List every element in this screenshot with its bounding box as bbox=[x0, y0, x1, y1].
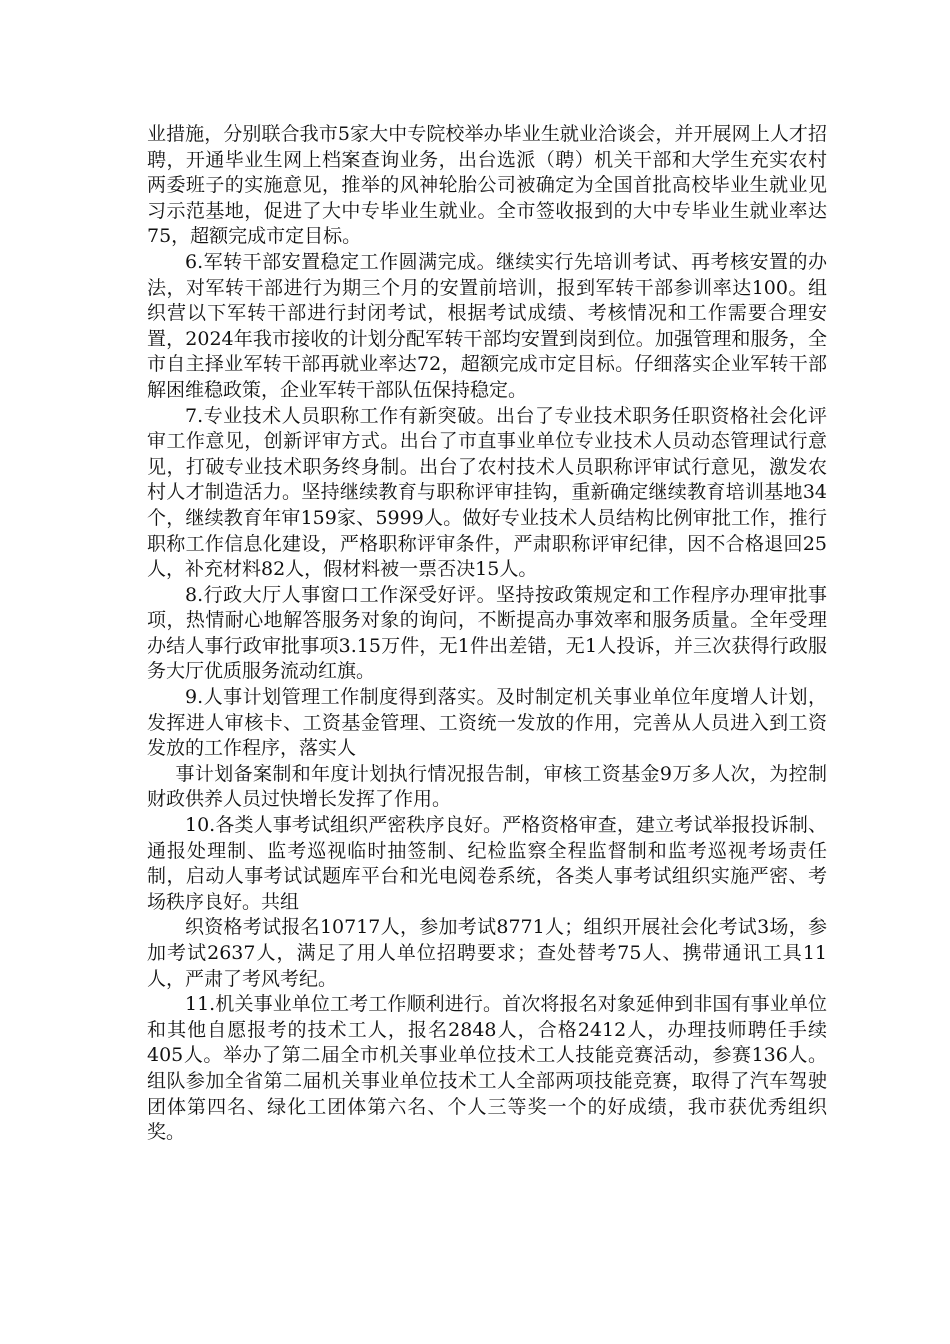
paragraph: 11.机关事业单位工考工作顺利进行。首次将报名对象延伸到非国有事业单位和其他自愿报考的技术工人，报名2848人，合格2412人，办理技师聘任手续405人。举办了第二届全市机关事业单位技术工人技能竞赛活动，参赛136人。组队参加全省第二届机关事业单位技术工人全部两项技能竞赛，取得了汽车驾驶团体第四名、绿化工团体第六名、个人三等奖一个的好成绩，我市获优秀组织奖。 bbox=[147, 993, 827, 1144]
document-body bbox=[147, 122, 827, 1146]
paragraph: 10.各类人事考试组织严密秩序良好。严格资格审查，建立考试举报投诉制、通报处理制、监考巡视临时抽签制、纪检监察全程监督制和监考巡视考场责任制，启动人事考试试题库平台和光电阅卷系统，各类人事考试组织实施严密、考场秩序良好。共组 bbox=[147, 814, 827, 913]
paragraph: 6.军转干部安置稳定工作圆满完成。继续实行先培训考试、再考核安置的办法，对军转干部进行为期三个月的安置前培训，报到军转干部参训率达100。组织营以下军转干部进行封闭考试，根据考试成绩、考核情况和工作需要合理安置，2024年我市接收的计划分配军转干部均安置到岗到位。加强管理和服务，全市自主择业军转干部再就业率达72，超额完成市定目标。仔细落实企业军转干部解困维稳政策，企业军转干部队伍保持稳定。 bbox=[147, 250, 827, 401]
paragraph: 业措施，分别联合我市5家大中专院校举办毕业生就业洽谈会，并开展网上人才招聘，开通毕业生网上档案查询业务，出台选派（聘）机关干部和大学生充实农村两委班子的实施意见，推举的风神轮胎公司被确定为全国首批高校毕业生就业见习示范基地，促进了大中专毕业生就业。全市签收报到的大中专毕业生就业率达75，超额完成市定目标。 bbox=[147, 123, 827, 248]
paragraph: 织资格考试报名10717人，参加考试8771人；组织开展社会化考试3场，参加考试2637人，满足了用人单位招聘要求；查处替考75人、携带通讯工具11人，严肃了考风考纪。 bbox=[147, 916, 827, 990]
paragraph: 事计划备案制和年度计划执行情况报告制，审核工资基金9万多人次，为控制财政供养人员过快增长发挥了作用。 bbox=[147, 762, 827, 811]
paragraph: 9.人事计划管理工作制度得到落实。及时制定机关事业单位年度增人计划，发挥进人审核卡、工资基金管理、工资统一发放的作用，完善从人员进入到工资发放的工作程序，落实人 bbox=[147, 686, 827, 760]
paragraph: 8.行政大厅人事窗口工作深受好评。坚持按政策规定和工作程序办理审批事项，热情耐心地解答服务对象的询问，不断提高办事效率和服务质量。全年受理办结人事行政审批事项3.15万件，无1件出差错，无1人投诉，并三次获得行政服务大厅优质服务流动红旗。 bbox=[147, 583, 827, 683]
paragraph: 7.专业技术人员职称工作有新突破。出台了专业技术职务任职资格社会化评审工作意见，创新评审方式。出台了市直事业单位专业技术人员动态管理试行意见，打破专业技术职务终身制。出台了农村技术人员职称评审试行意见，激发农村人才制造活力。坚持继续教育与职称评审挂钩，重新确定继续教育培训基地34个，继续教育年审159家、5999人。做好专业技术人员结构比例审批工作，推行职称工作信息化建设，严格职称评审条件，严肃职称评审纪律，因不合格退回25人，补充材料82人，假材料被一票否决15人。 bbox=[147, 404, 827, 581]
